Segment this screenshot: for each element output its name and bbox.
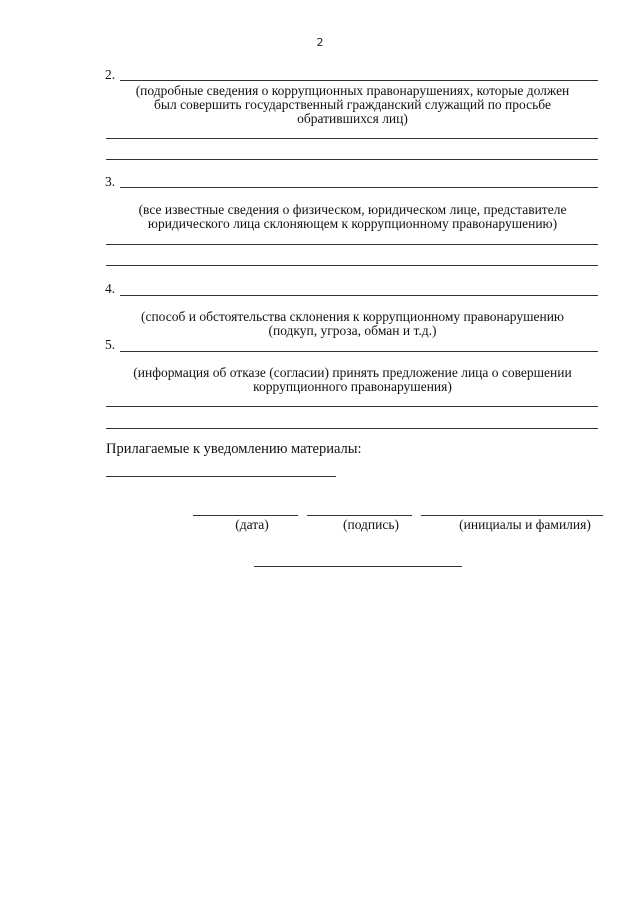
item-5-input-line[interactable] [106,428,598,429]
attachments-label: Прилагаемые к уведомлению материалы: [106,441,362,457]
page-number: 2 [316,36,324,49]
item-5-number: 5. [105,337,116,352]
item-4-hint-line-2: (подкуп, угроза, обман и т.д.) [268,323,437,338]
item-2-input-line[interactable] [106,138,598,139]
item-2-hint [100,84,605,126]
item-5-hint [100,366,605,394]
registration-input-line[interactable] [254,566,462,567]
item-2-number: 2. [105,67,116,82]
item-5-input-line[interactable] [106,406,598,407]
signature-caption: (подпись) [342,517,400,532]
item-2-input-line[interactable] [106,159,598,160]
item-4-hint [100,310,605,338]
item-3-hint-line-1: (все известные сведения о физическом, юридическом лице, представителе [138,202,567,217]
item-2-hint-line-2: был совершить государственный гражданский служащий по просьбе [154,97,551,112]
item-4-number: 4. [105,281,116,296]
item-2-hint-line-1: (подробные сведения о коррупционных правонарушениях, которые должен [135,83,570,98]
item-2-hint-line-3: обратившихся лиц) [297,111,408,126]
item-5-input-line[interactable] [120,351,598,352]
item-4-hint-line-1: (способ и обстоятельства склонения к коррупционному правонарушению [140,309,565,324]
item-3-hint [100,203,605,231]
item-4-input-line[interactable] [120,295,598,296]
item-3-hint-line-2: юридического лица склоняющем к коррупционному правонарушению) [147,216,558,231]
date-caption: (дата) [235,517,269,532]
item-3-input-line[interactable] [106,244,598,245]
item-3-input-line[interactable] [120,187,598,188]
item-5-hint-line-2: коррупционного правонарушения) [253,379,452,394]
item-3-input-line[interactable] [106,265,598,266]
name-caption: (инициалы и фамилия) [459,517,591,532]
attachments-input-line[interactable] [106,476,336,477]
item-3-number: 3. [105,174,116,189]
item-2-input-line[interactable] [120,80,598,81]
signature-input-line[interactable] [307,515,412,516]
item-5-hint-line-1: (информация об отказе (согласии) принять предложение лица о совершении [133,365,572,380]
date-input-line[interactable] [193,515,298,516]
name-input-line[interactable] [421,515,603,516]
